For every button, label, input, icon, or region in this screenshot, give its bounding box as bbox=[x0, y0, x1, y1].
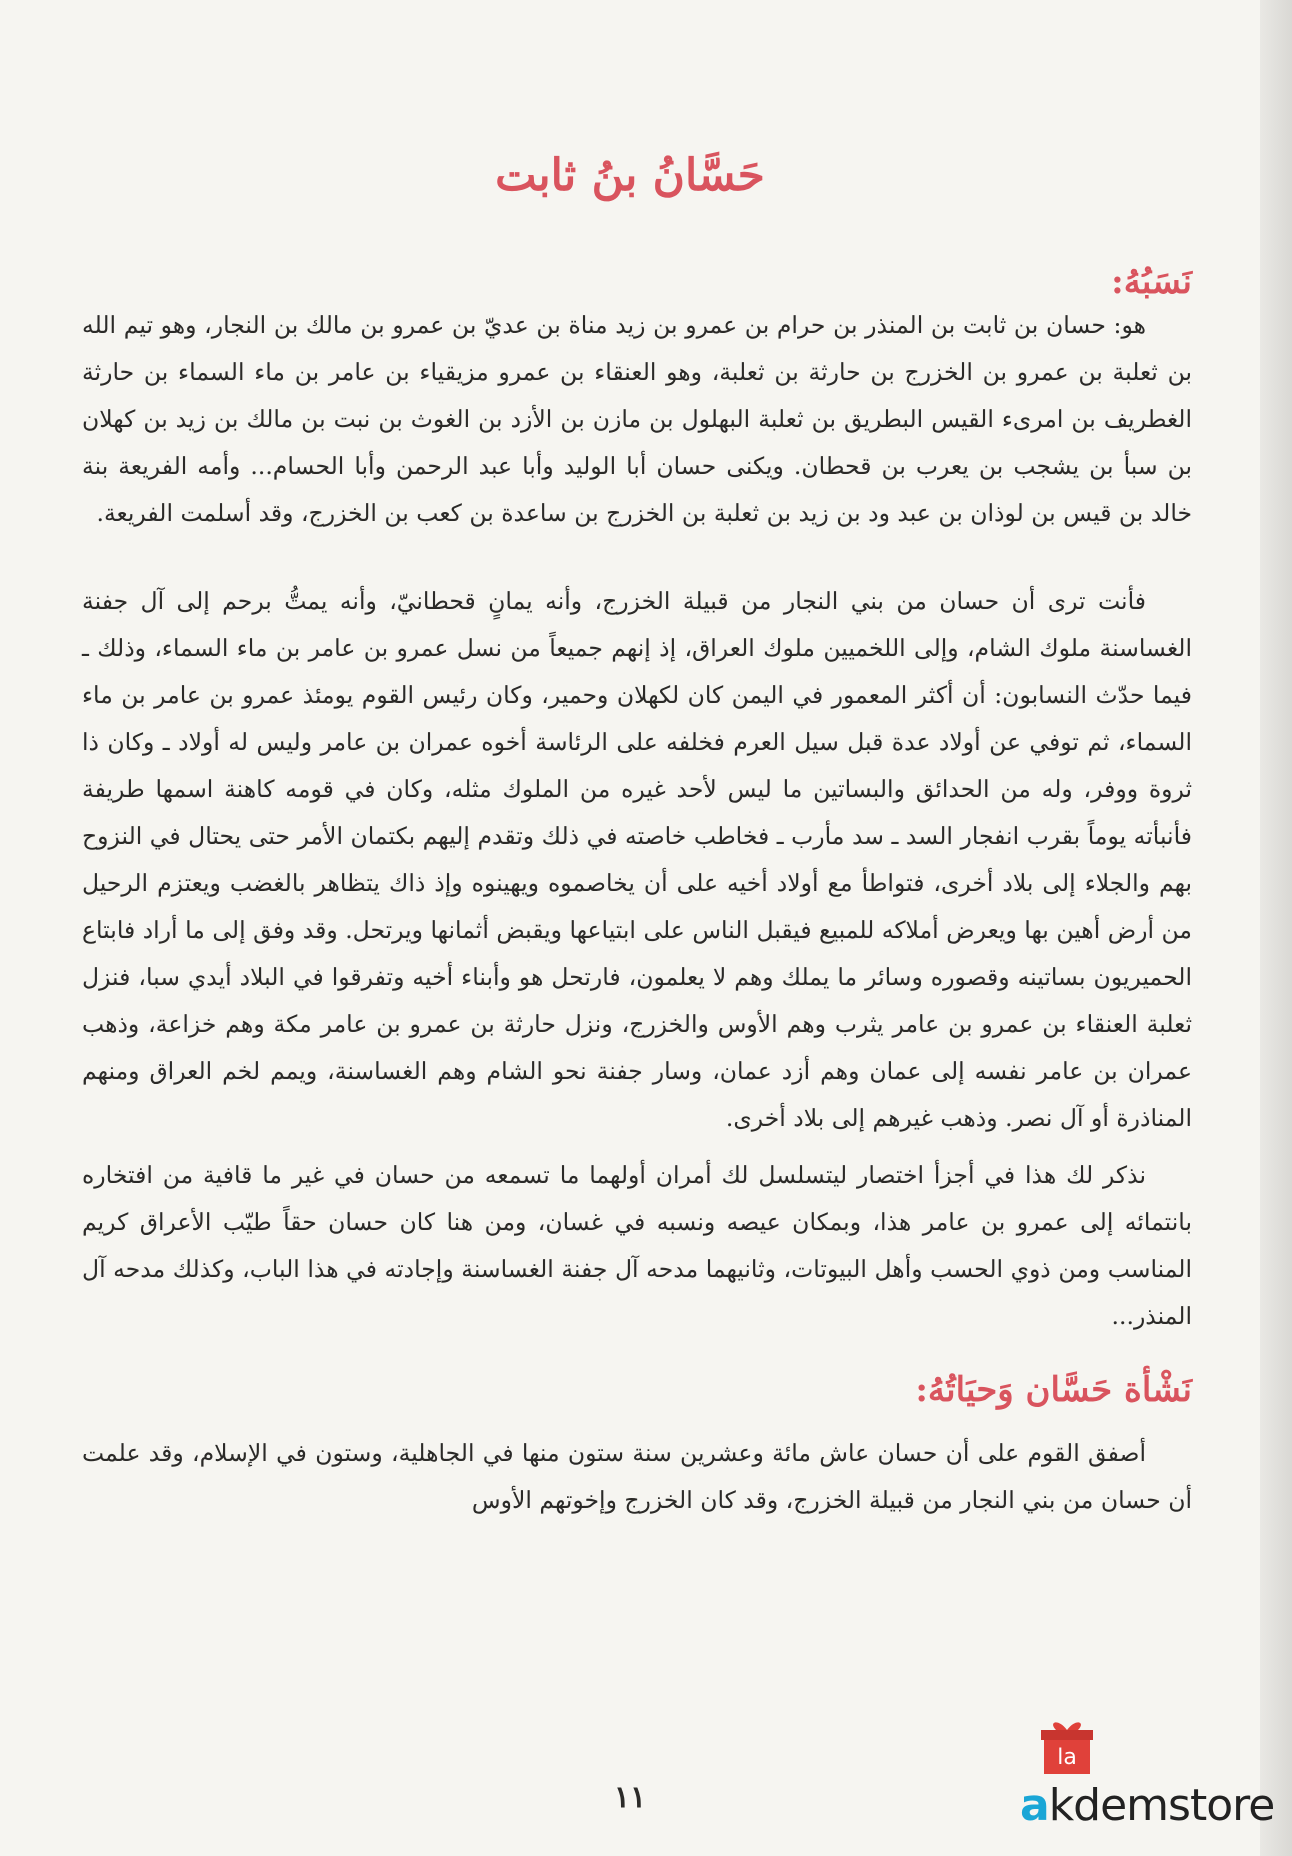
gift-box-letters: اa bbox=[1057, 1745, 1077, 1770]
lineage-paragraph-1: هو: حسان بن ثابت بن المنذر بن حرام بن عمرو بن زيد مناة بن عديّ بن عمرو بن مالك بن النجار، وهو تيم الله بن ثعلبة بن عمرو بن الخزرج بن حارثة بن ثعلبة، وهو العنقاء بن عمرو مزيقياء بن عامر بن ماء السماء بن حارثة الغطريف بن امرىء القيس البطريق بن ثعلبة البهلول بن مازن بن الأزد بن الغوث بن نبت بن مالك بن زيد بن كهلان بن سبأ بن يشجب بن يعرب بن قحطان. ويكنى حسان أبا الوليد وأبا عبد الرحمن وأبا الحسام... وأمه الفريعة بنة خالد بن قيس بن لوذان بن عبد ود بن زيد بن ثعلبة بن الخزرج بن ساعدة بن كعب بن الخزرج، وقد أسلمت الفريعة. bbox=[82, 311, 1192, 527]
page-edge-shadow bbox=[1260, 0, 1292, 1856]
page-number: ١١ bbox=[613, 1780, 647, 1815]
wordmark-rest: kdemstore bbox=[1048, 1780, 1275, 1831]
gift-box-icon bbox=[1038, 1718, 1096, 1776]
lineage-paragraph-2: فأنت ترى أن حسان من بني النجار من قبيلة الخزرج، وأنه يمانٍ قحطانيّ، وأنه يمتُّ برحم إلى آل جفنة الغساسنة ملوك الشام، وإلى اللخميين ملوك العراق، إذ إنهم جميعاً من نسل عمرو بن عامر بن ماء السماء، وذلك ـ فيما حدّث النسابون: أن أكثر المعمور في اليمن كان لكهلان وحمير، وكان رئيس القوم يومئذ عمرو بن عامر بن ماء السماء، ثم توفي عن أولاد عدة قبل سيل العرم فخلفه على الرئاسة أخوه عمران بن عامر وليس له أولاد ـ وكان ذا ثروة ووفر، وله من الحدائق والبساتين ما ليس لأحد غيره من الملوك مثله، وكان في قومه كاهنة اسمها طريفة فأنبأته يوماً بقرب انفجار السد ـ سد مأرب ـ فخاطب خاصته في ذلك وتقدم إليهم بكتمان الأمر حتى يحتال في النزوح بهم والجلاء إلى بلاد أخرى، فتواطأ مع أولاد أخيه على أن يخاصموه ويهينوه وإذ ذاك يتظاهر بالغضب ويعتزم الرحيل من أرض أهين بها ويعرض أملاكه للمبيع فيقبل الناس على ابتياعها ويقبض أثمانها ويرتحل. وقد وفق إلى ما أراد فابتاع الحميريون بساتينه وقصوره وسائر ما يملك وهم لا يعلمون، فارتحل هو وأبناء أخيه وتفرقوا في البلاد أيدي سبا، فنزل ثعلبة العنقاء بن عمرو بن عامر يثرب وهم الأوس والخزرج، ونزل حارثة بن عمرو بن عامر مكة وهم خزاعة، وذهب عمران بن عامر نفسه إلى عمان وهم أزد عمان، وسار جفنة نحو الشام وهم الغساسنة، ويمم لخم العراق ومنهم المناذرة أو آل نصر. وذهب غيرهم إلى بلاد أخرى. bbox=[82, 587, 1192, 1132]
page-title: حَسَّانُ بنُ ثابت bbox=[495, 150, 765, 201]
wordmark-a: a bbox=[1020, 1780, 1049, 1831]
lineage-paragraph-1-block bbox=[82, 302, 1192, 537]
lineage-paragraph-3: نذكر لك هذا في أجزأ اختصار ليتسلسل لك أمران أولهما ما تسمعه من حسان في غير ما قافية من افتخاره بانتمائه إلى عمرو بن عامر هذا، وبمكان عيصه ونسبه في غسان، ومن هنا كان حسان حقاً طيّب الأعراق كريم المناسب ومن ذوي الحسب وأهل البيوتات، وثانيهما مدحه آل جفنة الغساسنة وإجادته في هذا الباب، وكذلك مدحه آل المنذر... bbox=[82, 1161, 1192, 1330]
lineage-paragraph-3-block bbox=[82, 1152, 1192, 1340]
store-wordmark bbox=[1020, 1780, 1274, 1831]
store-logo bbox=[1020, 1718, 1275, 1838]
upbringing-paragraph-block bbox=[82, 1430, 1192, 1524]
lineage-paragraph-2-block bbox=[82, 578, 1192, 1142]
upbringing-paragraph-1: أصفق القوم على أن حسان عاش مائة وعشرين سنة ستون منها في الجاهلية، وستون في الإسلام، وقد علمت أن حسان من بني النجار من قبيلة الخزرج، وقد كان الخزرج وإخوتهم الأوس bbox=[82, 1439, 1192, 1514]
section-heading-lineage: نَسَبُهُ: bbox=[1111, 262, 1192, 302]
section-heading-upbringing: نَشْأة حَسَّان وَحيَاتُهُ: bbox=[915, 1370, 1192, 1410]
